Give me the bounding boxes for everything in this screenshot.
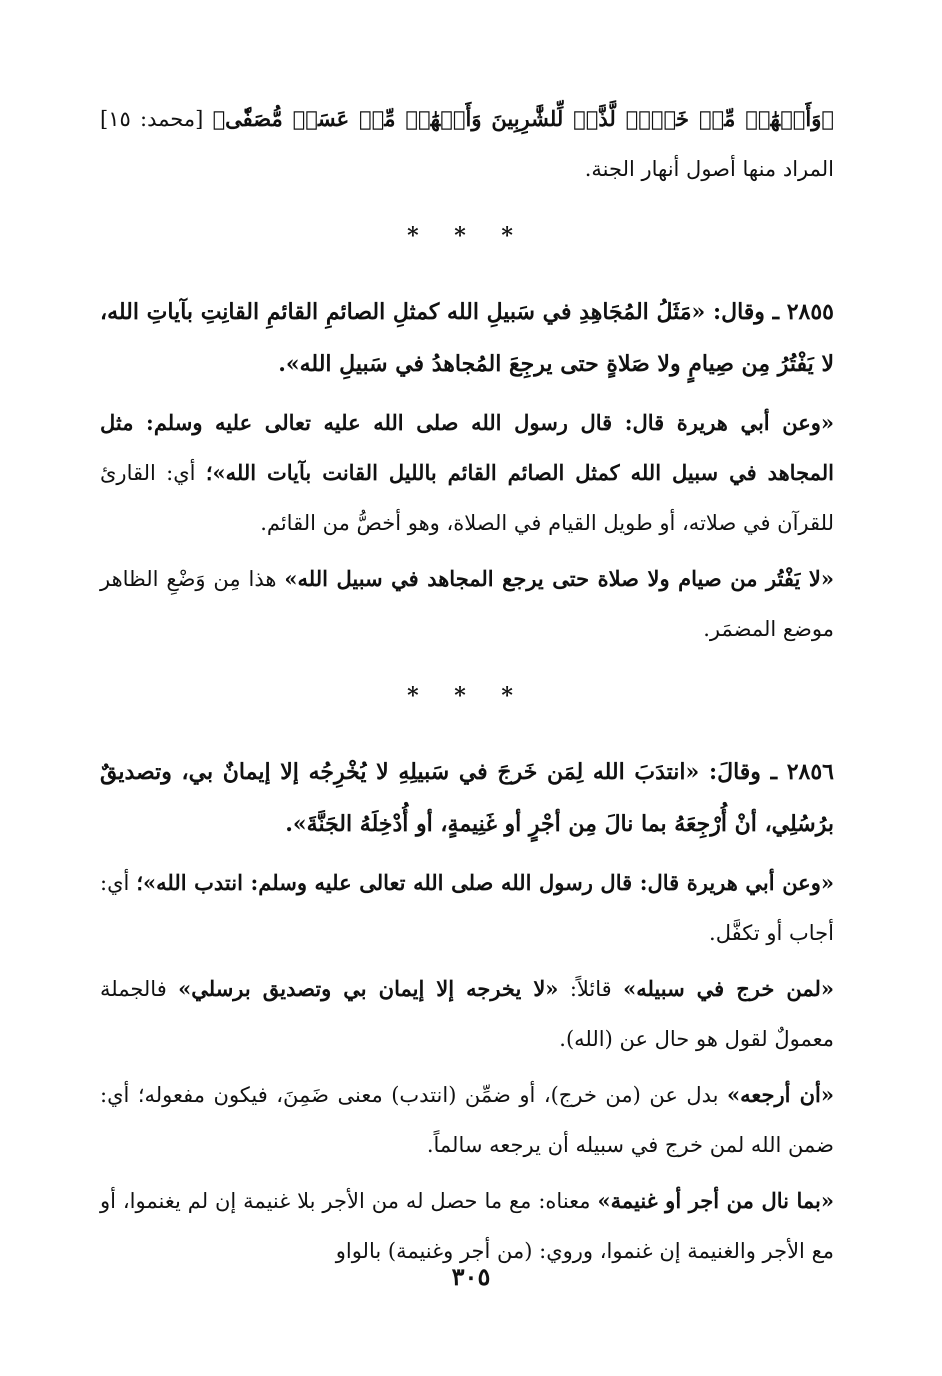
commentary-quote: «أن أرجعه» xyxy=(727,1082,834,1107)
page-number: ٣٠٥ xyxy=(451,1262,491,1291)
hadith-2856-commentary-1 xyxy=(100,964,834,1064)
section-separator: * * * xyxy=(407,683,527,709)
page-body xyxy=(100,86,834,1316)
commentary-quote: «بما نال من أجر أو غنيمة» xyxy=(597,1188,834,1213)
section-separator: * * * xyxy=(407,223,527,249)
hadith-2856-commentary-2 xyxy=(100,1070,834,1170)
commentary-text: فالجملة معمولٌ لقول هو حال عن (الله). xyxy=(100,977,834,1051)
commentary-connector: قائلاً: xyxy=(569,977,612,1001)
commentary-quote: «لا يخرجه إلا إيمان بي وتصديق برسلي» xyxy=(178,976,559,1001)
quran-verse-paragraph xyxy=(100,94,834,194)
narration-quote: «وعن أبي هريرة قال: قال رسول الله صلى الله عليه تعالى عليه وسلم: مثل المجاهد في سبيل الله كمثل الصائم القائم بالليل القانت بآيات الله»؛ xyxy=(100,410,834,485)
hadith-2856-text: ٢٨٥٦ ـ وقالَ: «انتدَبَ الله لِمَن خَرجَ في سَبيلِهِ لا يُخْرِجُه إلا إيمانٌ بي، وتصديقٌ برُسُلِي، أنْ أُرْجِعَهُ بما نالَ مِن أجْرٍ أو غَنِيمةٍ، أو أُدْخِلَهُ الجَنَّةَ». xyxy=(100,759,834,837)
verse-commentary: المراد منها أصول أنهار الجنة. xyxy=(584,157,834,181)
hadith-2856-commentary-3 xyxy=(100,1176,834,1276)
hadith-2855-explanation xyxy=(100,554,834,654)
narration-explanation: أي: أجاب أو تكفَّل. xyxy=(100,871,834,945)
commentary-quote: «لمن خرج في سبيله» xyxy=(623,976,834,1001)
commentary-text: بدل عن (من خرج)، أو ضمِّن (انتدب) معنى ضَمِنَ، فيكون مفعوله؛ أي: ضمن الله لمن خرج في سبيله أن يرجعه سالماً. xyxy=(100,1083,834,1157)
commentary-text: معناه: مع ما حصل له من الأجر بلا غنيمة إن لم يغنموا، أو مع الأجر والغنيمة إن غنموا، وروي: (من أجر وغنيمة) بالواو xyxy=(100,1189,834,1263)
explanation-text: هذا مِن وَضْعِ الظاهر موضع المضمَر. xyxy=(100,567,834,641)
quran-verse: ﴿وَأَنۡهَٰرٞ مِّنۡ خَمۡرٖ لَّذَّةٖ لِّلشَّٰرِبِينَ وَأَنۡهَٰرٞ مِّنۡ عَسَلٖ مُّصَفّٗى﴾ xyxy=(212,106,834,131)
narration-explanation: أي: القارئ للقرآن في صلاته، أو طويل القيام في الصلاة، وهو أخصُّ من القائم. xyxy=(100,461,834,535)
hadith-2855-narration xyxy=(100,398,834,548)
hadith-2856-narration xyxy=(100,858,834,958)
narration-quote: «وعن أبي هريرة قال: قال رسول الله صلى الله تعالى عليه وسلم: انتدب الله»؛ xyxy=(136,870,834,895)
quran-citation: [محمد: ١٥] xyxy=(100,107,204,131)
hadith-2855-text: ٢٨٥٥ ـ وقال: «مَثَلُ المُجَاهِدِ في سَبيلِ الله كمثلِ الصائمِ القائمِ القانِتِ بآياتِ الله، لا يَفْتُرُ مِن صِيامٍ ولا صَلاةٍ حتى يرجِعَ المُجاهدُ في سَبيلِ الله». xyxy=(100,299,834,377)
explanation-quote: «لا يَفْتُر من صيام ولا صلاة حتى يرجع المجاهد في سبيل الله» xyxy=(284,566,834,591)
